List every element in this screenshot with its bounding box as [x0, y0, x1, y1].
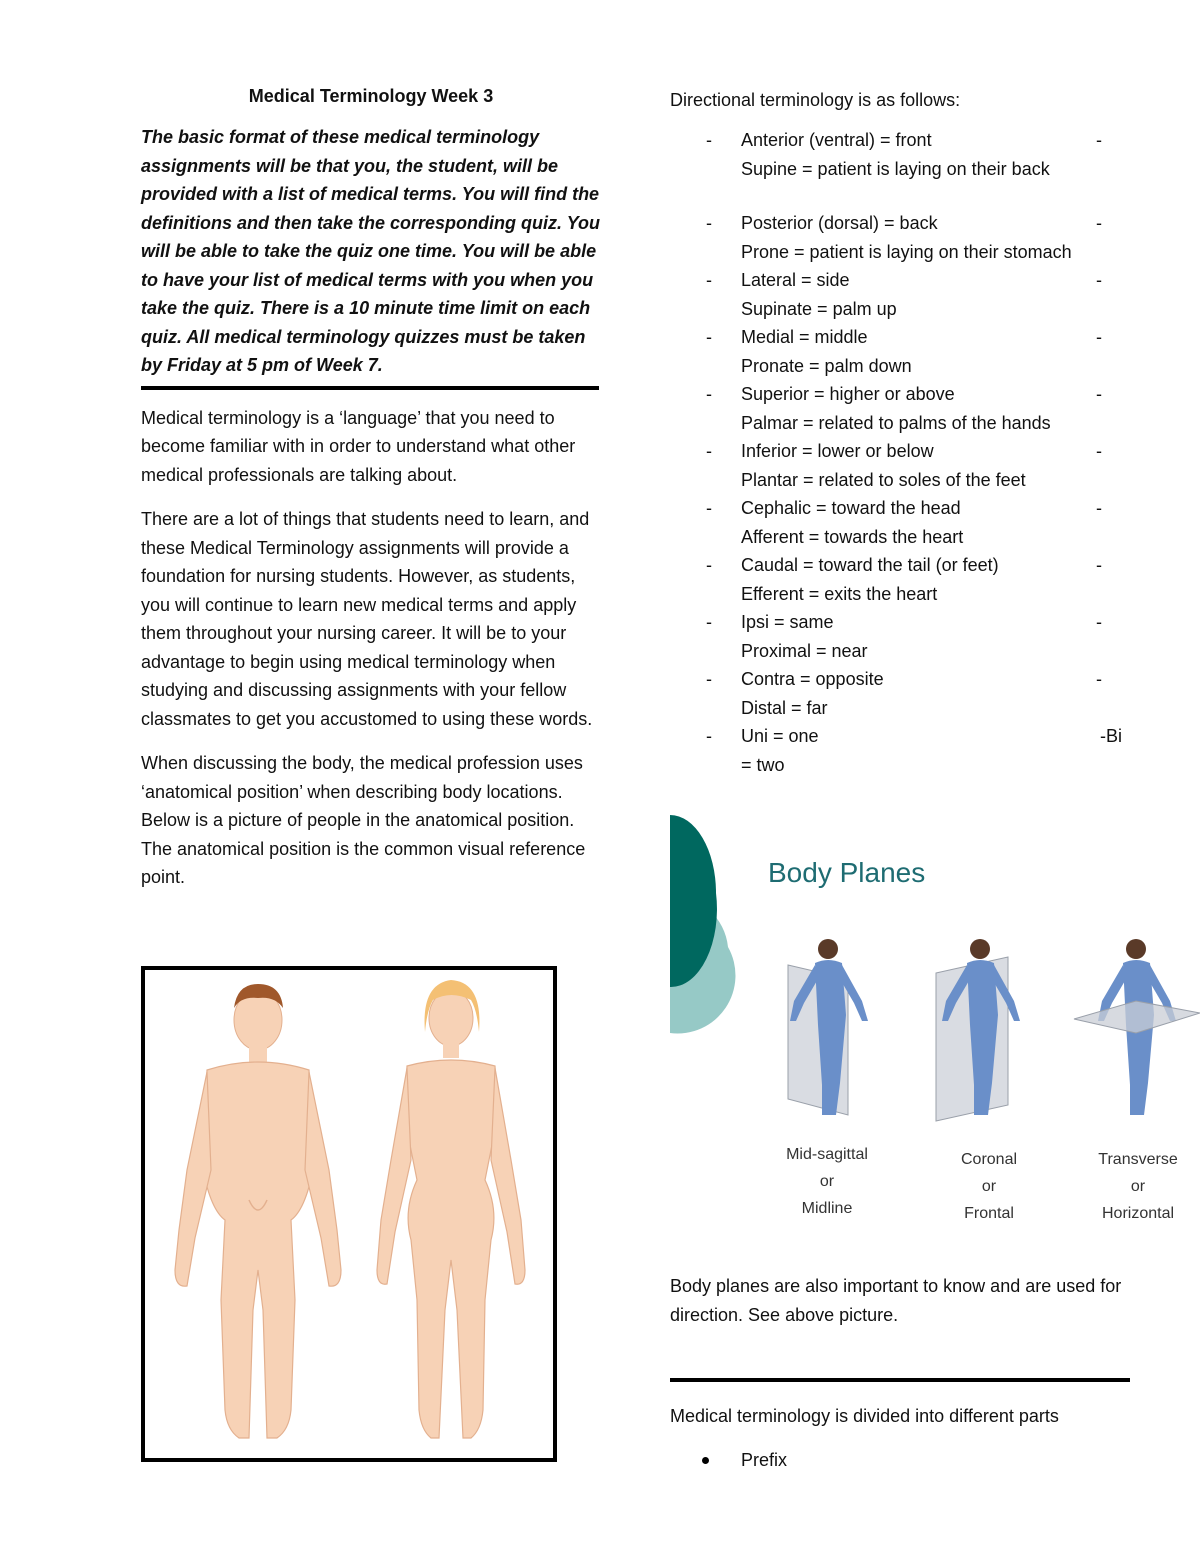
intro-paragraph: The basic format of these medical terminology assignments will be that you, the student, will be provided with a list of medical terms. You will find the definitions and then take the corresponding quiz. You will be able to take the quiz one time. You will be able to have your list of medical terms with you when you take the quiz. There is a 10 minute time limit on each quiz. All medical terminology quizzes must be taken by Friday at 5 pm of Week 7. [141, 127, 601, 375]
anatomical-figures-illustration [145, 970, 553, 1458]
term-line: Medial = middle [741, 327, 868, 347]
term-line: Supine = patient is laying on their back [741, 158, 1050, 179]
figure-transverse [1074, 939, 1200, 1115]
divider-rule [670, 1378, 1130, 1382]
plane-label-line: or [981, 1178, 997, 1195]
dash-marker: - [706, 612, 712, 632]
term-line: Anterior (ventral) = front [741, 130, 932, 150]
dash-marker-right: - [1096, 270, 1102, 290]
list-item [670, 126, 1140, 183]
paragraph-foundation: There are a lot of things that students need to learn, and these Medical Terminology assignments will provide a foundation for nursing students. However, as students, you will continue to learn new medical terms and apply them throughout your nursing career. It will be to your advantage to begin using medical terminology when studying and discussing assignments with your fellow classmates to get you accustomed to using these words. [141, 509, 593, 729]
dash-marker: - [706, 384, 712, 404]
list-item [670, 608, 1140, 665]
dash-marker-right: - [1096, 213, 1102, 233]
dash-marker: - [706, 498, 712, 518]
list-item [670, 494, 1140, 551]
figure-midsagittal [788, 939, 868, 1115]
term-line: Contra = opposite [741, 669, 884, 689]
term-line: Distal = far [741, 697, 828, 718]
parts-heading: Medical terminology is divided into different parts [670, 1406, 1059, 1426]
plane-label-line: Mid-sagittal [786, 1146, 868, 1163]
anatomical-position-figure [141, 966, 557, 1462]
dash-marker: - [706, 327, 712, 347]
dash-marker-right: - [1096, 669, 1102, 689]
term-line: Prone = patient is laying on their stomach [741, 241, 1072, 262]
dash-marker-right: - [1096, 441, 1102, 461]
dash-marker: - [706, 130, 712, 150]
term-line: Ipsi = same [741, 612, 834, 632]
dash-marker-right: - [1096, 555, 1102, 575]
divider-rule [141, 386, 599, 390]
term-line: Cephalic = toward the head [741, 498, 961, 518]
right-column [670, 86, 1140, 779]
plane-label-coronal [914, 1146, 1064, 1227]
figure-coronal [936, 939, 1020, 1121]
plane-label-line: Horizontal [1101, 1205, 1175, 1222]
list-item [670, 665, 1140, 722]
body-planes-figure [670, 815, 1200, 1235]
list-item [670, 437, 1140, 494]
list-item [670, 209, 1140, 266]
dash-marker: - [706, 555, 712, 575]
dash-marker: - [706, 270, 712, 290]
term-line: Lateral = side [741, 270, 850, 290]
dash-marker: - [706, 669, 712, 689]
plane-label-line: Transverse [1098, 1151, 1178, 1168]
term-line: Inferior = lower or below [741, 441, 934, 461]
list-item [670, 722, 1140, 779]
bullet-text: Prefix [741, 1450, 788, 1470]
list-item [706, 1446, 788, 1474]
directional-term-list [670, 126, 1140, 779]
plane-label-transverse [1076, 1146, 1200, 1227]
list-item [670, 380, 1140, 437]
directional-heading: Directional terminology is as follows: [670, 90, 961, 110]
dash-marker: - [706, 213, 712, 233]
term-line: Superior = higher or above [741, 384, 955, 404]
term-line: = two [741, 754, 785, 775]
term-line: Plantar = related to soles of the feet [741, 469, 1026, 490]
plane-label-midsagittal [752, 1141, 902, 1222]
term-line: Efferent = exits the heart [741, 583, 938, 604]
left-column [141, 86, 601, 908]
list-item [670, 551, 1140, 608]
paragraph-anatomical-position: When discussing the body, the medical profession uses ‘anatomical position’ when describing body locations. Below is a picture of people in the anatomical position. The anatomical position is the common visual reference point. [141, 753, 586, 887]
term-line: Posterior (dorsal) = back [741, 213, 938, 233]
term-line: Palmar = related to palms of the hands [741, 412, 1051, 433]
dash-marker-right: - [1096, 498, 1102, 518]
male-figure [175, 984, 341, 1438]
dash-marker: - [706, 441, 712, 461]
bullet-icon [702, 1457, 709, 1464]
term-line: Uni = one [741, 726, 819, 746]
plane-label-line: Midline [801, 1200, 853, 1217]
dash-marker-right: - [1096, 612, 1102, 632]
term-line: Afferent = towards the heart [741, 526, 964, 547]
paragraph-language: Medical terminology is a ‘language’ that you need to become familiar with in order to understand what other medical professionals are talking about. [141, 407, 576, 485]
plane-label-line: or [1130, 1178, 1146, 1195]
dash-marker-right: - [1096, 130, 1102, 150]
term-line: Caudal = toward the tail (or feet) [741, 555, 999, 575]
body-planes-title: Body Planes [768, 857, 926, 888]
term-line: Supinate = palm up [741, 298, 897, 319]
dash-marker: - [706, 726, 712, 746]
page-title: Medical Terminology Week 3 [248, 86, 494, 106]
female-figure [377, 980, 525, 1438]
term-line: Pronate = palm down [741, 355, 912, 376]
plane-label-line: Coronal [960, 1151, 1018, 1168]
dash-marker-right: - [1096, 327, 1102, 347]
plane-label-line: or [819, 1173, 835, 1190]
term-line: Proximal = near [741, 640, 868, 661]
list-item [670, 266, 1140, 323]
body-planes-paragraph: Body planes are also important to know and are used for direction. See above picture. [670, 1276, 1122, 1325]
plane-label-line: Frontal [964, 1205, 1014, 1222]
list-item [670, 323, 1140, 380]
dash-marker-right: -Bi [1100, 726, 1122, 746]
dash-marker-right: - [1096, 384, 1102, 404]
